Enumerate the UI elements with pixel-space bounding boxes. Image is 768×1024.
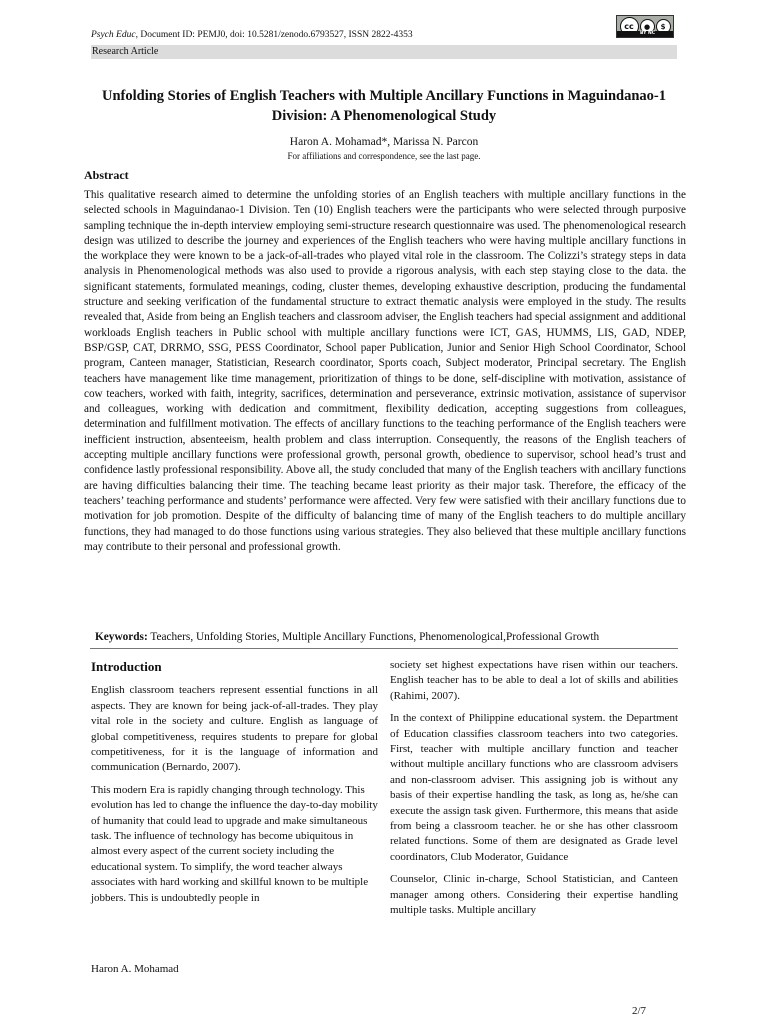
attribution-icon: ●: [640, 19, 655, 34]
footer-author: Haron A. Mohamad: [91, 963, 179, 975]
paragraph: Counselor, Clinic in-charge, School Statistician, and Canteen manager among others. Considering their expertise handling multiple tasks. Multiple ancillary: [390, 873, 678, 917]
paper-title: Unfolding Stories of English Teachers with Multiple Ancillary Functions in Maguindanao-1 Division: A Phenomenological Study: [102, 88, 666, 124]
right-column: [390, 658, 678, 926]
section-divider: [90, 648, 678, 649]
abstract-heading: Abstract: [84, 168, 129, 182]
journal-name: Psych Educ: [91, 30, 136, 40]
left-column: [91, 658, 378, 913]
keywords-value: Teachers, Unfolding Stories, Multiple Ancillary Functions, Phenomenological,Professional Growth: [147, 631, 600, 643]
authors: Haron A. Mohamad*, Marissa N. Parcon: [289, 136, 479, 148]
paragraph: This modern Era is rapidly changing through technology. This evolution has led to change the influence the day-to-day mobility of humanity that could lead to upgrade and make simultaneous task. The influence of technology has become ubiquitous in almost every aspect of the current society including the educational system. To simplify, the word teacher always associates with hard working and skillful known to be multiple jobbers. This is undoubtedly people in: [91, 783, 378, 904]
paragraph: In the context of Philippine educational system. the Department of Education classifies classroom teachers into two categories. First, teacher with multiple ancillary function and teacher without multiple ancillary functions who are classroom advisers and non-classroom adviser. This assigning job is without any basis of their expertise handling the task, as long as, he/she can execute the assign task given. Furthermore, this means that aside from being a classroom teacher. he or she has other classroom related functions. Some of them are designated as Grade level coordinators, Club Moderator, Guidance: [390, 712, 678, 863]
cc-license-bar: [617, 31, 673, 37]
paragraph: English classroom teachers represent essential functions in all aspects. They are known for being jack-of-all-trades. They play vital role in the society and culture. English as language of global competitiveness, requires students to prepare for global competitiveness, for it is the language of information and communication (Bernardo, 2007).: [91, 684, 378, 774]
noncommercial-icon: $: [656, 19, 671, 34]
keywords-label: Keywords:: [95, 631, 148, 643]
abstract-body: This qualitative research aimed to determine the unfolding stories of an English teachers with multiple ancillary functions in the selected schools in Maguindanao-1 Division. Ten (10) English teachers were the participants who were selected through purposive sampling technique the in-depth interview employing semi-structure research questionnaire was used. The phenomenological research design was utilized to describe the journey and experiences of the English teachers who were having multiple ancillary functions in the workplace they were known to be a jack-of-all-trades who played vital role in the classroom. The Colizzi’s strategy steps in data analysis in Phenomenological methods was also used to provide a rigorous analysis, with each step staying close to the data. the significant statements, formulated meanings, coding, cluster themes, developing exhaustive description, producing the fundamental structure and seeking verification of the fundamental structure to extract thematic analysis were employed in the study. The results revealed that, Aside from being an English teachers and classroom adviser, the English teachers had special assignment and additional workloads English teachers in Public school with multiple ancillary functions were ICT, GAS, HUMMS, LIS, GAD, NDEP, BSP/GSP, CAT, DRRMO, SSG, PESS Coordinator, School paper Publication, Junior and Senior High School Coordinator, School program, Canteen manager, Statistician, Research coordinator, Sports coach, Subject moderator, Principal secretary. The English teachers have management like time management, prioritization of things to be done, self-discipline with motivation, assistance of cow teachers, worked with faith, integrity, sacrifices, determination and perseverance, extrinsic motivation, assistance of supervisor and colleagues, working with dedication and commitment, flexibility dedication, accepting suggestions from colleagues, determination and fulfillment motivation. The effects of ancillary functions to the teaching performance of the English teachers were inefficient instruction, absenteeism, health problem and class interruption. Consequently, the reasons of the English teachers of accepting multiple ancillary functions were professional growth, personal growth, obedience to supervisor, school head’s trust and confidence lastly professional responsibility. Above all, the study concluded that many of the English teachers with ancillary functions are having difficulties balancing their time. The teaching became least priority as their major task. Therefore, the efficacy of the teachers’ teaching performance and students’ performance were affected. Very few were satisfied with their ancillary functions due to motivation for job promotion. Despite of the difficulty of balancing time of many of the English teachers to do multiple ancillary functions, they had managed to do those functions using various strategies. They also believed that these multiple ancillary functions may contribute to their personal and professional growth.: [84, 189, 686, 553]
article-type-bar: Research Article: [91, 45, 677, 59]
affiliation-note: For affiliations and correspondence, see the last page.: [287, 151, 481, 161]
cc-icon: cc: [620, 17, 639, 36]
keywords: [95, 631, 599, 643]
page-number: 2/7: [632, 1005, 647, 1017]
license-terms: BY NC: [640, 31, 656, 36]
running-header: [91, 30, 413, 40]
introduction-heading: Introduction: [91, 659, 162, 674]
paragraph: society set highest expectations have risen within our teachers. English teacher has to be able to deal a lot of skills and abilities (Rahimi, 2007).: [390, 659, 678, 702]
citation-info: , Document ID: PEMJ0, doi: 10.5281/zenodo.6793527, ISSN 2822-4353: [135, 30, 413, 40]
